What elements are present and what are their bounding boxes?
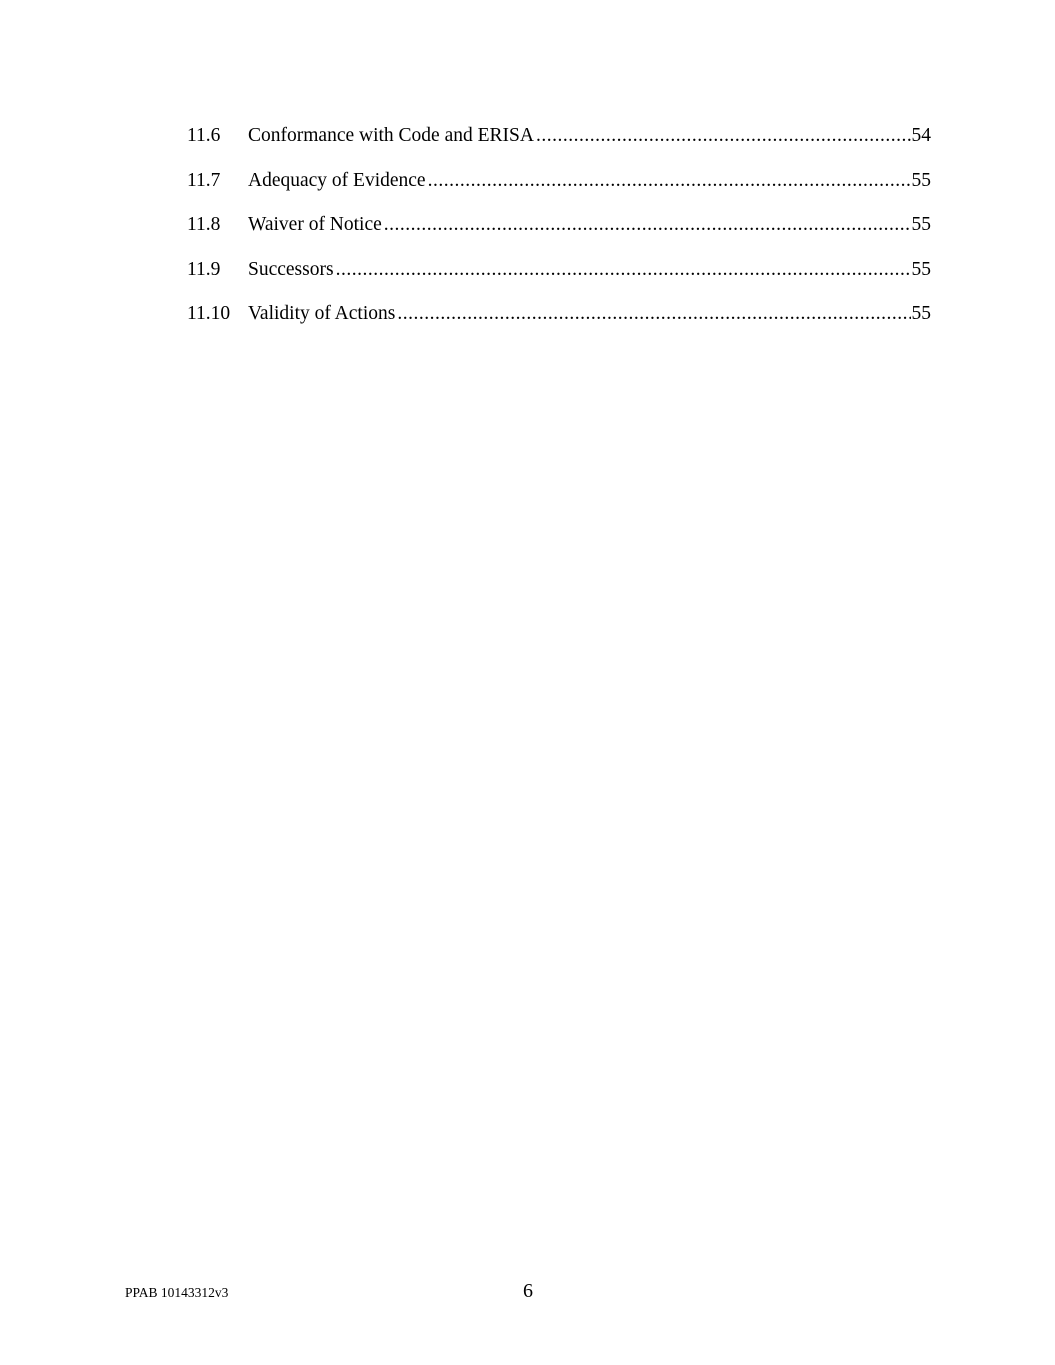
toc-entry-11-10[interactable] (187, 299, 931, 344)
toc-entry-number: 11.8 (187, 214, 221, 235)
toc-entry-title: Validity of Actions (248, 303, 396, 324)
toc-dot-leader (384, 210, 911, 240)
toc-dot-leader (536, 121, 911, 151)
toc-entry-11-9[interactable] (187, 255, 931, 300)
toc-dot-leader (336, 255, 911, 285)
table-of-contents (187, 121, 931, 344)
toc-entry-page: 55 (911, 258, 931, 280)
toc-entry-title: Waiver of Notice (248, 214, 382, 235)
footer-page-number: 6 (523, 1280, 533, 1302)
toc-entry-11-6[interactable] (187, 121, 931, 166)
toc-entry-title: Conformance with Code and ERISA (248, 125, 534, 146)
footer-document-id: PPAB 10143312v3 (125, 1285, 229, 1300)
toc-entry-title: Adequacy of Evidence (248, 169, 426, 191)
toc-entry-11-7[interactable] (187, 166, 931, 211)
toc-entry-number: 11.10 (187, 303, 231, 324)
toc-entry-number: 11.7 (187, 169, 221, 191)
toc-entry-11-8[interactable] (187, 210, 931, 255)
toc-dot-leader (397, 299, 910, 329)
toc-entry-number: 11.9 (187, 258, 221, 280)
toc-entry-page: 55 (911, 169, 931, 191)
toc-entry-title: Successors (248, 258, 334, 280)
toc-entry-number: 11.6 (187, 125, 221, 146)
toc-dot-leader (428, 166, 911, 196)
toc-entry-page: 54 (911, 125, 931, 146)
toc-entry-page: 55 (911, 214, 931, 235)
toc-entry-page: 55 (911, 303, 931, 324)
